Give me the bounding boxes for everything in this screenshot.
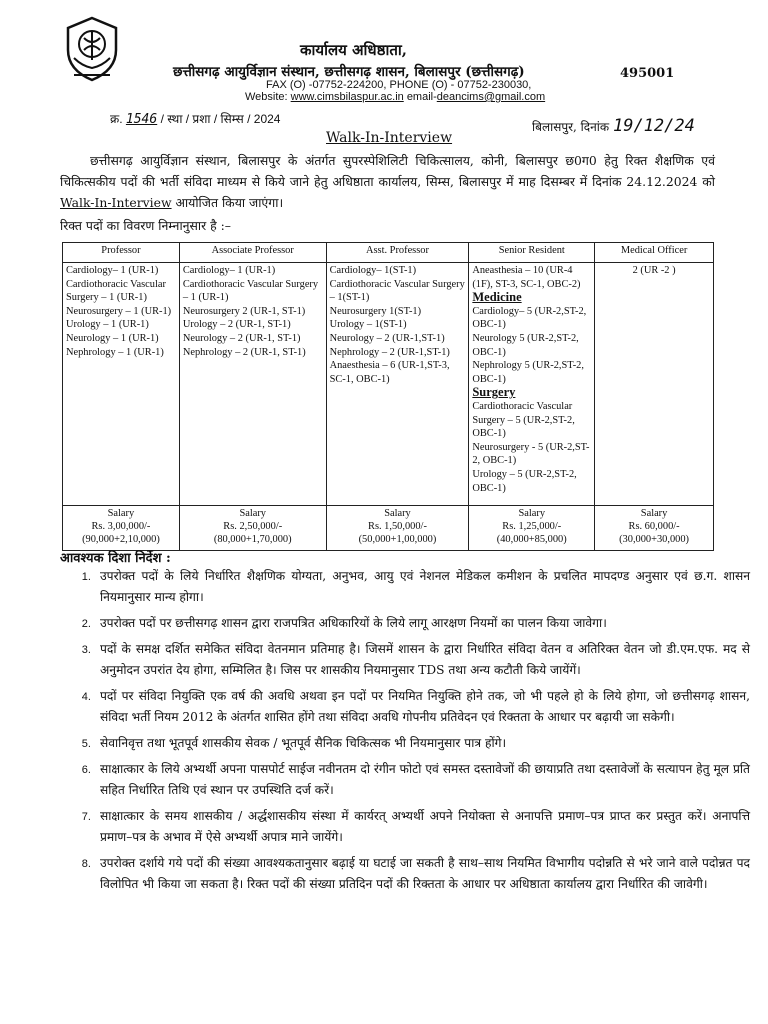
intro-paragraph bbox=[60, 150, 715, 213]
list-item: Cardiothoracic Vascular Surgery – 5 (UR-2,ST-2, OBC-1) bbox=[472, 400, 575, 440]
intro-highlight: Walk-In-Interview bbox=[60, 195, 172, 210]
list-item: Anaesthesia – 6 (UR-1,ST-3, SC-1, OBC-1) bbox=[329, 360, 450, 385]
list-item: Urology – 1 (UR-1) bbox=[66, 319, 149, 331]
list-item: Neurology – 1 (UR-1) bbox=[66, 332, 159, 344]
institute-emblem-icon bbox=[60, 14, 124, 86]
list-item: Urology – 1(ST-1) bbox=[329, 319, 407, 331]
list-item: Neurology 5 (UR-2,ST-2, OBC-1) bbox=[472, 332, 579, 358]
associate-professor-posts bbox=[179, 263, 326, 506]
list-item: Nephrology – 2 (UR-1,ST-1) bbox=[329, 346, 450, 358]
medicine-subheading: Medicine bbox=[472, 290, 522, 305]
list-item: Cardiothoracic Vascular Surgery – 1(ST-1) bbox=[329, 278, 465, 304]
dateline bbox=[532, 116, 695, 136]
reference-prefix: क्र. bbox=[110, 112, 123, 126]
col-header-professor: Professor bbox=[63, 243, 180, 263]
salary-amount: Rs. 2,50,000/- bbox=[223, 521, 283, 532]
date-label: बिलासपुर, दिनांक bbox=[532, 120, 610, 134]
salary-amount: Rs. 60,000/- bbox=[628, 521, 680, 532]
list-item: Nephrology 5 (UR-2,ST-2, OBC-1) bbox=[472, 360, 584, 385]
list-item: Nephrology – 2 (UR-1, ST-1) bbox=[182, 346, 306, 358]
reference-handwritten-number: 1546 bbox=[125, 112, 158, 127]
list-item: Cardiothoracic Vascular Surgery – 1 (UR-1) bbox=[66, 278, 166, 304]
office-title: कार्यालय अधिष्ठाता, bbox=[300, 41, 408, 59]
reference-suffix: / स्था / प्रशा / सिम्स / 2024 bbox=[160, 112, 281, 126]
list-item: 8. उपरोक्त दर्शाये गये पदों की संख्या आवश्यकतानुसार बढ़ाई या घटाई जा सकती है साथ–साथ नियमित विभागीय पदोन्नति से भरे जाने वाले पदोन्नत पद विलोपित भी किया जा सकता है। रिक्त पदों की संख्या प्रतिदिन पदों की रिक्तता के आधार पर अधिष्ठाता कार्यालय द्वारा निर्धारित की जावेगी। bbox=[94, 853, 750, 895]
salary-amount: Rs. 1,25,000/- bbox=[502, 521, 562, 532]
surgery-subheading: Surgery bbox=[472, 385, 516, 400]
list-item: Urology – 5 (UR-2,ST-2, OBC-1) bbox=[472, 468, 577, 494]
list-item: 2. उपरोक्त पदों पर छत्तीसगढ़ शासन द्वारा राजपत्रित अधिकारियों के लिये लागू आरक्षण नियमों का पालन किया जावेगा। bbox=[94, 613, 750, 634]
salary-breakup: (80,000+1,70,000) bbox=[213, 534, 292, 545]
list-item: 2 (UR -2 ) bbox=[632, 265, 676, 276]
list-item: Cardiothoracic Vascular Surgery – 1 (UR-1) bbox=[182, 278, 319, 304]
salary-cell bbox=[179, 506, 326, 551]
list-item: 1. उपरोक्त पदों के लिये निर्धारित शैक्षणिक योग्यता, अनुभव, आयु एवं नेशनल मेडिकल कमीशन के प्रचलित मापदण्ड अनुसार एवं छ.ग. शासन नियमानुसार मान्य होगा। bbox=[94, 566, 750, 608]
col-header-asst-professor: Asst. Professor bbox=[326, 243, 469, 263]
list-item: Cardiology– 1(ST-1) bbox=[329, 265, 417, 276]
list-item: 6. साक्षात्कार के लिये अभ्यर्थी अपना पासपोर्ट साईज नवीनतम दो रंगीन फोटो एवं समस्त दस्तावेजों की छायाप्रति तथा दस्तावेजों के सत्यापन हेतु मूल प्रति सहित निर्धारित तिथि एवं स्थान पर उपस्थिति दर्ज करें। bbox=[94, 759, 750, 801]
salary-amount: Rs. 1,50,000/- bbox=[368, 521, 427, 532]
col-header-medical-officer: Medical Officer bbox=[595, 243, 714, 263]
list-item: Neurosurgery – 1 (UR-1) bbox=[66, 305, 172, 317]
reference-number bbox=[110, 110, 280, 127]
list-item: Cardiology– 5 (UR-2,ST-2, OBC-1) bbox=[472, 305, 587, 331]
guidelines-title: आवश्यक दिशा निर्देश : bbox=[60, 551, 171, 566]
salary-label: Salary bbox=[384, 508, 411, 519]
list-item: Neurology – 2 (UR-1,ST-1) bbox=[329, 332, 445, 344]
medical-officer-posts bbox=[595, 263, 714, 506]
salary-breakup: (40,000+85,000) bbox=[496, 534, 567, 545]
website-line bbox=[245, 91, 545, 103]
salary-label: Salary bbox=[518, 508, 546, 519]
salary-cell bbox=[469, 506, 595, 551]
list-item: 5. सेवानिवृत्त तथा भूतपूर्व शासकीय सेवक / भूतपूर्व सैनिक चिकित्सक भी नियमानुसार पात्र होंगे। bbox=[94, 733, 750, 754]
list-item: 4. पदों पर संविदा नियुक्ति एक वर्ष की अवधि अथवा इन पदों पर नियमित नियुक्ति होने तक, जो भी पहले हो के लिये होगा, जो छत्तीसगढ़ शासन, संविदा भर्ती नियम 2012 के अंतर्गत शासित होंगे तथा संविदा अवधि गोपनीय प्रतिवेदन एवं रिक्तता के आधार पर बढ़ायी जा सकेगी। bbox=[94, 686, 750, 728]
salary-breakup: (50,000+1,00,000) bbox=[358, 534, 437, 545]
salary-label: Salary bbox=[239, 508, 266, 519]
list-item: Neurology – 2 (UR-1, ST-1) bbox=[182, 332, 301, 344]
list-item: Cardiology– 1 (UR-1) bbox=[182, 265, 276, 276]
salary-cell bbox=[595, 506, 714, 551]
list-item: Neurosurgery 1(ST-1) bbox=[329, 305, 422, 317]
pincode: 495001 bbox=[620, 66, 675, 81]
salary-breakup: (90,000+2,10,000) bbox=[82, 534, 160, 545]
website-link[interactable]: www.cimsbilaspur.ac.in bbox=[290, 91, 404, 103]
email-link[interactable]: deancims@gmail.com bbox=[436, 91, 546, 103]
list-item: 3. पदों के समक्ष दर्शित समेकित संविदा वेतनमान प्रतिमाह है। जिसमें शासन के द्वारा निर्धारित संविदा वेतन व अतिरिक्त वेतन जो डी.एम.एफ. मद से अनुमोदन उपरांत देय होगा, सम्मिलित है। जिस पर शासकीय नियमानुसार TDS तथा अन्य कटौती किये जायेंगें। bbox=[94, 639, 750, 681]
list-item: Cardiology– 1 (UR-1) bbox=[66, 265, 159, 276]
salary-row bbox=[63, 506, 714, 551]
fax-phone: FAX (O) -07752-224200, PHONE (O) - 07752-230030, bbox=[266, 79, 532, 91]
table-row bbox=[63, 263, 714, 506]
table-header-row bbox=[63, 243, 714, 263]
vacancy-intro: रिक्त पदों का विवरण निम्नानुसार है :– bbox=[60, 218, 232, 233]
list-item: 7. साक्षात्कार के समय शासकीय / अर्द्धशासकीय संस्था में कार्यरत् अभ्यर्थी अपने नियोक्ता से अनापत्ति प्रमाण–पत्र प्राप्त कर प्रस्तुत करें। अनापत्ति प्रमाण–पत्र के अभाव में ऐसे अभ्यर्थी अपात्र माने जायेंगे। bbox=[94, 806, 750, 848]
col-header-senior-resident: Senior Resident bbox=[469, 243, 595, 263]
senior-resident-posts bbox=[469, 263, 595, 506]
salary-breakup: (30,000+30,000) bbox=[619, 534, 690, 545]
list-item: Neurosurgery 2 (UR-1, ST-1) bbox=[182, 305, 306, 317]
list-item: Neurosurgery - 5 (UR-2,ST-2, OBC-1) bbox=[472, 441, 590, 467]
salary-amount: Rs. 3,00,000/- bbox=[91, 521, 151, 532]
handwritten-date: 19/12/24 bbox=[612, 116, 695, 136]
institute-name: छत्तीसगढ़ आयुर्विज्ञान संस्थान, छत्तीसगढ़ शासन, बिलासपुर (छत्तीसगढ़) bbox=[173, 64, 525, 80]
professor-posts bbox=[63, 263, 180, 506]
salary-label: Salary bbox=[107, 508, 135, 519]
salary-cell bbox=[63, 506, 180, 551]
website-label: Website: bbox=[245, 91, 288, 103]
intro-text: छत्तीसगढ़ आयुर्विज्ञान संस्थान, बिलासपुर के अंतर्गत सुपरस्पेशिलिटी चिकित्सालय, कोनी, बिलासपुर छ0ग0 हेतु रिक्त शैक्षणिक एवं चिकित्सकीय पदों की भर्ती संविदा माध्यम से किये जाने हेतु अधिष्ठाता कार्यालय, सिम्स, बिलासपुर में माह दिसम्बर में दिनांक 24.12.2024 को bbox=[60, 153, 715, 189]
salary-cell bbox=[326, 506, 469, 551]
email-label: email- bbox=[406, 91, 437, 103]
list-item: Nephrology – 1 (UR-1) bbox=[66, 346, 164, 358]
col-header-associate-professor: Associate Professor bbox=[179, 243, 326, 263]
page-heading: Walk-In-Interview bbox=[326, 130, 453, 146]
vacancy-table bbox=[62, 242, 714, 551]
list-item: Urology – 2 (UR-1, ST-1) bbox=[182, 319, 291, 331]
list-item: Aneasthesia – 10 (UR-4 (1F), ST-3, SC-1, OBC-2) bbox=[472, 265, 581, 290]
salary-label: Salary bbox=[640, 508, 668, 519]
guidelines-list bbox=[60, 566, 750, 900]
asst-professor-posts bbox=[326, 263, 469, 506]
intro-end: आयोजित किया जाएंगा। bbox=[171, 195, 284, 210]
